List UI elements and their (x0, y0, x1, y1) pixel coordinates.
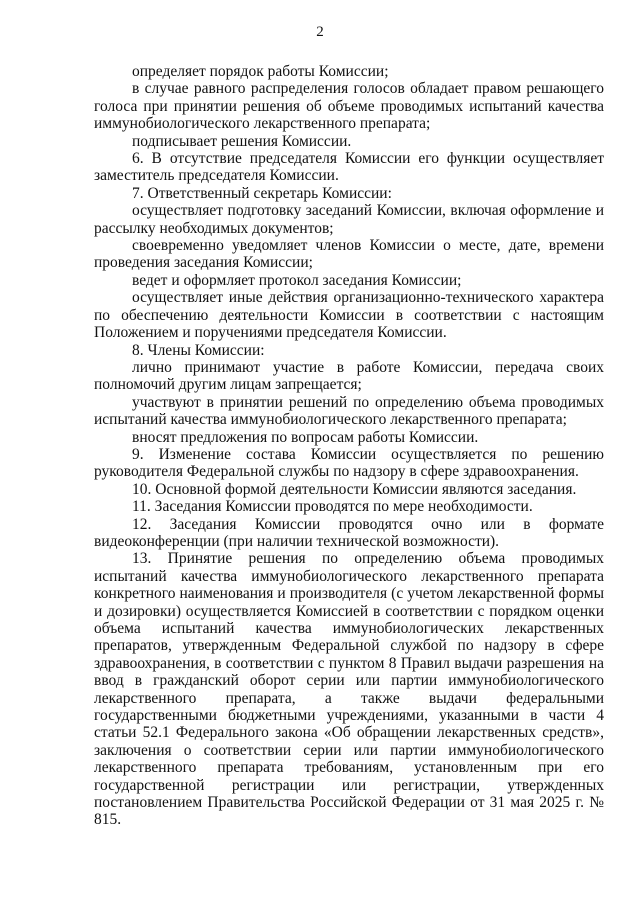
paragraph: ведет и оформляет протокол заседания Комиссии; (132, 271, 462, 289)
paragraph: лично принимают участие в работе Комиссии, передача своих полномочий другим лицам запрещается; (94, 358, 604, 394)
paragraph: осуществляет подготовку заседаний Комиссии, включая оформление и рассылку необходимых документов; (94, 202, 604, 237)
paragraph: 11. Заседания Комиссии проводятся по мере необходимости. (132, 498, 533, 516)
paragraph: 8. Члены Комиссии: (132, 341, 265, 359)
paragraph: 7. Ответственный секретарь Комиссии: (132, 184, 392, 202)
paragraph: 10. Основной формой деятельности Комиссии являются заседания. (132, 480, 577, 498)
paragraph: 12. Заседания Комиссии проводятся очно или в формате видеоконференции (при наличии технической возможности). (94, 515, 604, 550)
paragraph: участвуют в принятии решений по определению объема проводимых испытаний качества иммунобиологического лекарственного препарата; (94, 393, 604, 429)
paragraph: вносят предложения по вопросам работы Комиссии. (132, 428, 479, 446)
paragraph: 13. Принятие решения по определению объема проводимых испытаний качества иммунобиологического лекарственного препарата конкретного наименования и производителя (с учетом лекарственной формы и дозировки) осуществляется Комиссией в соответствии с порядком оценки объема испытаний качества иммунобиологических лекарственных препаратов, утвержденным Федеральной службой по надзору в сфере здравоохранения, в соответствии с пунктом 8 Правил выдачи разрешения на ввод в гражданский оборот серии или партии иммунобиологического лекарственного препарата, а также выдачи федеральными государственными бюджетными учреждениями, указанными в части 4 статьи 52.1 Федерального закона «Об обращении лекарственных средств», заключения о соответствии серии или партии иммунобиологического лекарственного препарата требованиям, установленным при его государственной регистрации или регистрации, утвержденных постановлением Правительства Российской Федерации от 31 мая 2025 г. № 815. (94, 550, 604, 829)
paragraph: в случае равного распределения голосов обладает правом решающего голоса при принятии решения об объеме проводимых испытаний качества иммунобиологического лекарственного препарата; (94, 80, 604, 133)
paragraph: 9. Изменение состава Комиссии осуществляется по решению руководителя Федеральной службы по надзору в сфере здравоохранения. (94, 445, 604, 481)
page-number: 2 (316, 24, 324, 40)
paragraph: определяет порядок работы Комиссии; (132, 63, 389, 80)
paragraph: своевременно уведомляет членов Комиссии о месте, дате, времени проведения заседания Комиссии; (94, 237, 604, 272)
paragraph: подписывает решения Комиссии. (132, 132, 352, 150)
paragraph: осуществляет иные действия организационно-технического характера по обеспечению деятельности Комиссии в соответствии с настоящим Положением и поручениями председателя Комиссии. (94, 289, 604, 342)
paragraph: 6. В отсутствие председателя Комиссии его функции осуществляет заместитель председателя Комиссии. (94, 150, 604, 185)
document-body (94, 63, 604, 829)
